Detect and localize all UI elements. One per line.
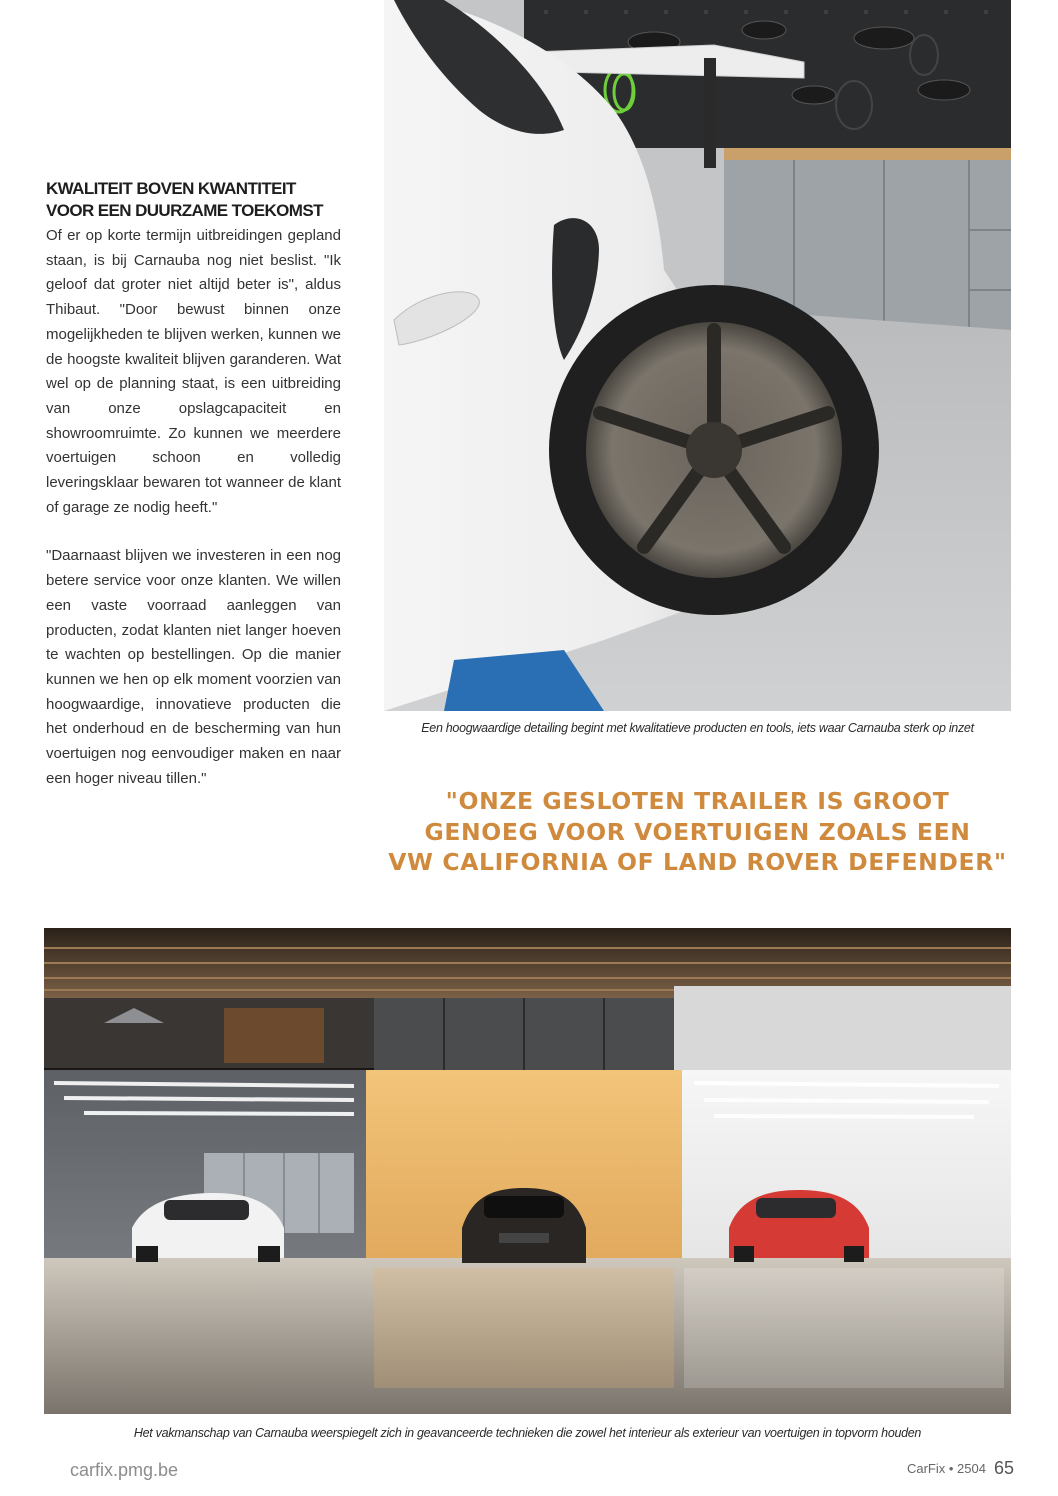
bottom-photo-caption: Het vakmanschap van Carnauba weerspiegelt zich in geavanceerde technieken die zowel het interieur als exterieur van voertuigen in topvorm houden: [133, 1426, 922, 1440]
article-paragraph-2: "Daarnaast blijven we investeren in een nog betere service voor onze klanten. We willen een vaste voorraad aanleggen van producten, zodat klanten niet langer hoeven te wachten op bestellingen. Op die manier kunnen we hen op elk moment voorzien van hoogwaardige, innovatieve producten die het onderhoud en de bescherming van hun voertuigen nog eenvoudiger maken en naar een hoger niveau tillen.": [46, 547, 341, 787]
page-number: 65: [993, 1458, 1014, 1478]
section-heading: KWALITEIT BOVEN KWANTITEIT VOOR EEN DUURZAME TOEKOMST: [46, 179, 323, 220]
article-paragraph-1: Of er op korte termijn uitbreidingen gepland staan, is bij Carnauba nog niet beslist. "Ik geloof dat groter niet altijd beter is", aldus Thibaut. "Door bewust binnen onze mogelijkheden te blijven werken, kunnen we de hoogste kwaliteit blijven garanderen. Wat wel op de planning staat, is een uitbreiding van onze opslagcapaciteit en showroomruimte. Zo kunnen we meerdere voertuigen schoon en volledig leveringsklaar bewaren tot wanneer de klant of garage ze nodig heeft.": [46, 227, 341, 516]
top-photo-caption: Een hoogwaardige detailing begint met kwalitatieve producten en tools, iets waar Carnauba sterk op inzet: [421, 721, 974, 735]
detail-photo-car-wheel: [384, 0, 1011, 711]
issue-label: CarFix • 2504: [906, 1461, 986, 1476]
pull-quote: "ONZE GESLOTEN TRAILER IS GROOT GENOEG VOOR VOERTUIGEN ZOALS EEN VW CALIFORNIA OF LAND ROVER DEFENDER": [388, 787, 1007, 876]
footer-issue-info: [907, 1458, 1014, 1479]
garage-photo-three-bays: [44, 928, 1011, 1414]
article-text-column: [46, 178, 341, 791]
footer-website-url[interactable]: carfix.pmg.be: [70, 1460, 179, 1480]
